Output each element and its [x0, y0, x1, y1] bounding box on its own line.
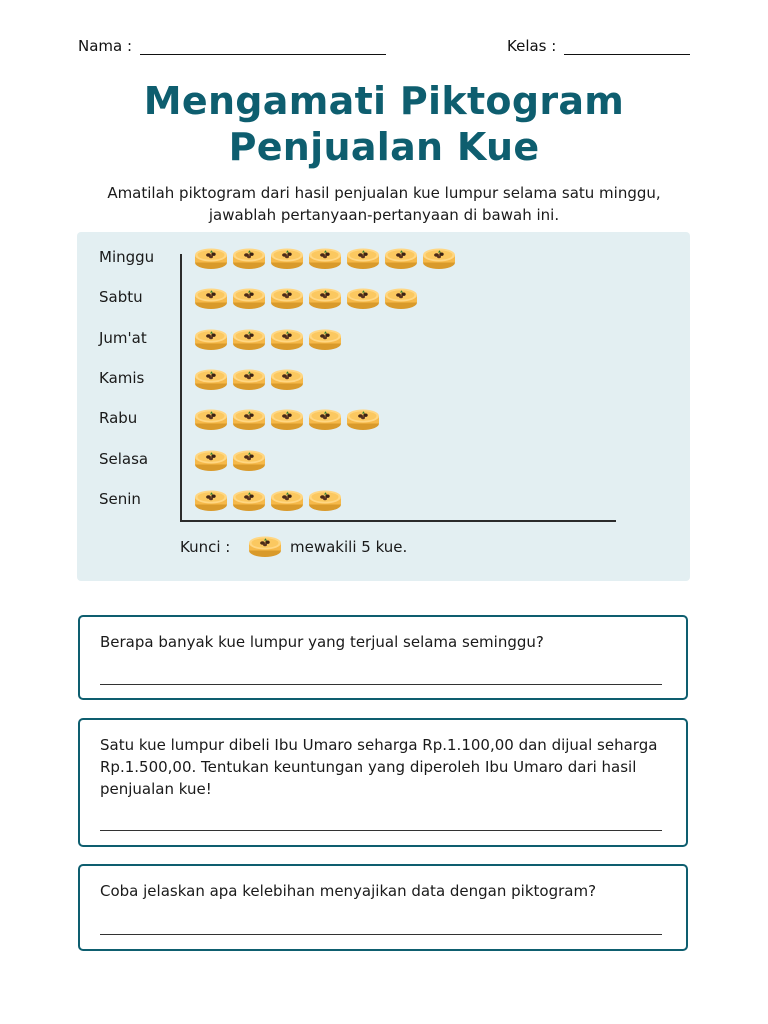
page-title	[0, 78, 768, 170]
question-2-answer-line[interactable]	[100, 830, 662, 831]
kue-lumpur-icon	[422, 246, 456, 270]
kue-lumpur-icon	[232, 407, 266, 431]
kue-lumpur-icon	[384, 246, 418, 270]
pictogram-row	[194, 367, 308, 391]
key-description: mewakili 5 kue.	[290, 538, 408, 556]
pictogram-row	[194, 488, 346, 512]
kue-lumpur-icon	[194, 327, 228, 351]
kue-lumpur-icon	[270, 407, 304, 431]
kue-lumpur-icon	[346, 407, 380, 431]
kue-lumpur-icon	[308, 246, 342, 270]
kue-lumpur-icon	[232, 448, 266, 472]
question-3-text: Coba jelaskan apa kelebihan menyajikan data dengan piktogram?	[100, 882, 597, 900]
question-box-3	[78, 864, 688, 951]
title-line-1: Mengamati Piktogram	[143, 79, 625, 123]
kue-lumpur-icon	[232, 488, 266, 512]
kue-lumpur-icon	[270, 488, 304, 512]
kue-lumpur-icon	[194, 407, 228, 431]
kue-lumpur-icon	[232, 286, 266, 310]
kue-lumpur-icon	[194, 448, 228, 472]
nama-answer-line[interactable]	[140, 36, 386, 55]
day-label: Senin	[99, 489, 141, 508]
kue-lumpur-icon	[308, 488, 342, 512]
title-line-2: Penjualan Kue	[228, 125, 540, 169]
day-label: Sabtu	[99, 288, 143, 307]
pictogram-row	[194, 407, 384, 431]
pictogram-row	[194, 286, 422, 310]
kue-lumpur-icon	[308, 286, 342, 310]
kue-lumpur-icon	[270, 286, 304, 310]
instructions	[60, 182, 708, 226]
question-box-2	[78, 718, 688, 847]
pictogram-row	[194, 246, 460, 270]
kue-lumpur-icon	[232, 367, 266, 391]
kue-lumpur-icon	[270, 246, 304, 270]
kue-lumpur-icon	[194, 286, 228, 310]
kue-lumpur-icon	[194, 367, 228, 391]
kue-lumpur-icon	[308, 327, 342, 351]
kelas-answer-line[interactable]	[564, 36, 690, 55]
kue-lumpur-icon	[248, 534, 282, 558]
pictogram-row	[194, 327, 346, 351]
kue-lumpur-icon	[346, 246, 380, 270]
nama-label: Nama :	[78, 37, 133, 55]
pictogram-key	[180, 538, 408, 556]
key-label: Kunci :	[180, 538, 231, 556]
pictogram-row	[194, 448, 270, 472]
kue-lumpur-icon	[232, 246, 266, 270]
kue-lumpur-icon	[384, 286, 418, 310]
kue-lumpur-icon	[308, 407, 342, 431]
kue-lumpur-icon	[270, 327, 304, 351]
kue-lumpur-icon	[232, 327, 266, 351]
instructions-line-1: Amatilah piktogram dari hasil penjualan kue lumpur selama satu minggu,	[107, 184, 661, 202]
day-label: Selasa	[99, 449, 149, 468]
question-box-1	[78, 615, 688, 700]
question-2-text: Satu kue lumpur dibeli Ibu Umaro seharga Rp.1.100,00 dan dijual seharga Rp.1.500,00. Tentukan keuntungan yang diperoleh Ibu Umaro dari hasil penjualan kue!	[100, 736, 658, 798]
kelas-label: Kelas :	[507, 37, 557, 55]
kue-lumpur-icon	[270, 367, 304, 391]
x-axis-line	[180, 520, 616, 522]
day-label: Minggu	[99, 248, 155, 266]
kue-lumpur-icon	[346, 286, 380, 310]
y-axis-line	[180, 254, 182, 522]
kue-lumpur-icon	[194, 488, 228, 512]
instructions-line-2: jawablah pertanyaan-pertanyaan di bawah ini.	[208, 206, 560, 224]
question-1-answer-line[interactable]	[100, 684, 662, 685]
pictogram-chart	[77, 232, 690, 581]
question-1-text: Berapa banyak kue lumpur yang terjual selama seminggu?	[100, 633, 544, 651]
day-label: Rabu	[99, 409, 138, 428]
question-3-answer-line[interactable]	[100, 934, 662, 935]
nama-field	[78, 36, 386, 55]
day-label: Jum'at	[99, 328, 147, 347]
kelas-field	[507, 36, 690, 55]
kue-lumpur-icon	[194, 246, 228, 270]
day-label: Kamis	[99, 368, 145, 387]
